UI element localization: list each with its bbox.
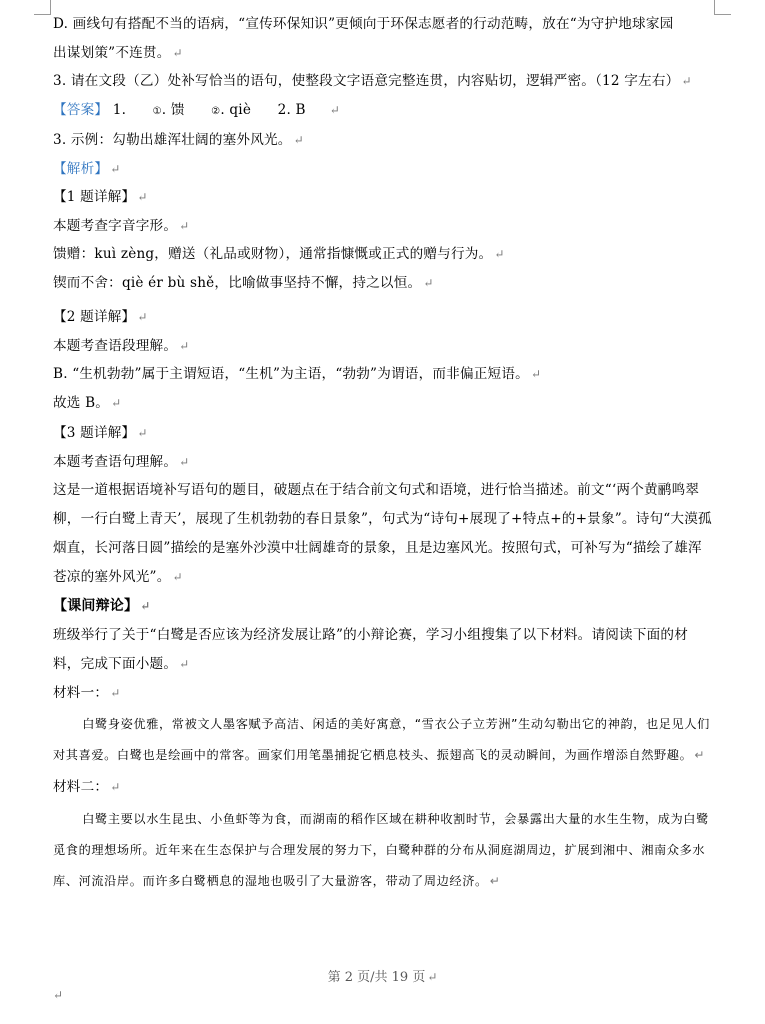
material-2-text: 白鹭主要以水生昆虫、小鱼虾等为食，而湖南的稻作区域在耕种收割时节，会暴露出大量的水生生物，成为白鹭觅食的理想场所。近年来在生态保护与合理发展的努力下，白鹭种群的分布从洞庭湖周边，扩展到湘中、湘南众多水库、河流沿岸。而许多白鹭栖息的湿地也吸引了大量游客，带动了周边经济。 ↵ bbox=[53, 811, 709, 888]
detail-3-heading: 【3 题详解】 ↵ bbox=[53, 425, 148, 441]
answer-3: 3. 示例：勾勒出雄浑壮阔的塞外风光。 ↵ bbox=[53, 132, 304, 148]
paragraph-mark: ↵ bbox=[172, 45, 183, 60]
page-corner-mark-left bbox=[34, 0, 51, 15]
page-corner-mark-right bbox=[714, 0, 731, 15]
material-2-label: 材料二： ↵ bbox=[53, 779, 121, 795]
detail-2-line-2: B. “生机勃勃”属于主谓短语，“生机”为主语，“勃勃”为谓语，而非偏正短语。 ↵ bbox=[53, 366, 542, 382]
detail-1-line-2: 馈赠：kuì zèng，赠送（礼品或财物），通常指慷慨或正式的赠与行为。 ↵ bbox=[53, 246, 505, 262]
page-content bbox=[53, 10, 713, 899]
debate-heading: 【课间辩论】 ↵ bbox=[53, 598, 151, 614]
detail-3-line-1: 本题考查语句理解。 ↵ bbox=[53, 453, 190, 470]
analysis-label: 【解析】 bbox=[53, 160, 109, 177]
option-d-line-1: D. 画线句有搭配不当的语病，“宣传环保知识”更倾向于环保志愿者的行动范畴，放在“为守护地球家园 bbox=[53, 16, 674, 32]
end-paragraph-mark: ↵ bbox=[53, 988, 64, 1002]
detail-2-line-1: 本题考查语段理解。 ↵ bbox=[53, 337, 190, 354]
analysis-label-line: 【解析】 ↵ bbox=[53, 160, 121, 177]
detail-2-line-3: 故选 B。 ↵ bbox=[53, 394, 122, 411]
detail-1-line-3: 锲而不舍：qiè ér bù shě，比喻做事坚持不懈，持之以恒。 ↵ bbox=[53, 274, 434, 291]
detail-1-line-1: 本题考查字音字形。 ↵ bbox=[53, 217, 190, 234]
detail-3-explanation: 这是一道根据语境补写语句的题目，破题点在于结合前文句式和语境，进行恰当描述。前文“‘两个黄鹂鸣翠柳，一行白鹭上青天’，展现了生机勃勃的春日景象”，句式为“诗句+展现了+特点+的+景象”。诗句“大漠孤烟直，长河落日圆”描绘的是塞外沙漠中壮阔雄奇的景象，且是边塞风光。按照句式，可补写为“描绘了雄浑苍凉的塞外风光”。 ↵ bbox=[53, 482, 712, 585]
detail-1-heading: 【1 题详解】 ↵ bbox=[53, 189, 148, 205]
page-footer: 第 2 页/共 19 页 ↵ bbox=[327, 970, 438, 985]
question-3: 3. 请在文段（乙）处补写恰当的语句，使整段文字语意完整连贯，内容贴切，逻辑严密。（12 字左右） ↵ bbox=[53, 73, 692, 89]
answer-line: 【答案】 1. ①. 馈 ②. qiè 2. B ↵ bbox=[53, 101, 340, 118]
material-1-label: 材料一： ↵ bbox=[53, 684, 121, 701]
answer-label: 【答案】 bbox=[53, 101, 109, 118]
debate-intro: 班级举行了关于“白鹭是否应该为经济发展让路”的小辩论赛，学习小组搜集了以下材料。请阅读下面的材料，完成下面小题。 ↵ bbox=[53, 626, 689, 672]
detail-2-heading: 【2 题详解】 ↵ bbox=[53, 309, 148, 325]
material-1-text: 白鹭身姿优雅，常被文人墨客赋予高洁、闲适的美好寓意，“雪衣公子立芳洲”生动勾勒出它的神韵，也足见人们对其喜爱。白鹭也是绘画中的常客。画家们用笔墨捕捉它栖息枝头、振翅高飞的灵动瞬间，为画作增添自然野趣。 ↵ bbox=[53, 717, 710, 762]
option-d-line-2: 出谋划策”不连贯。 ↵ bbox=[53, 44, 183, 61]
